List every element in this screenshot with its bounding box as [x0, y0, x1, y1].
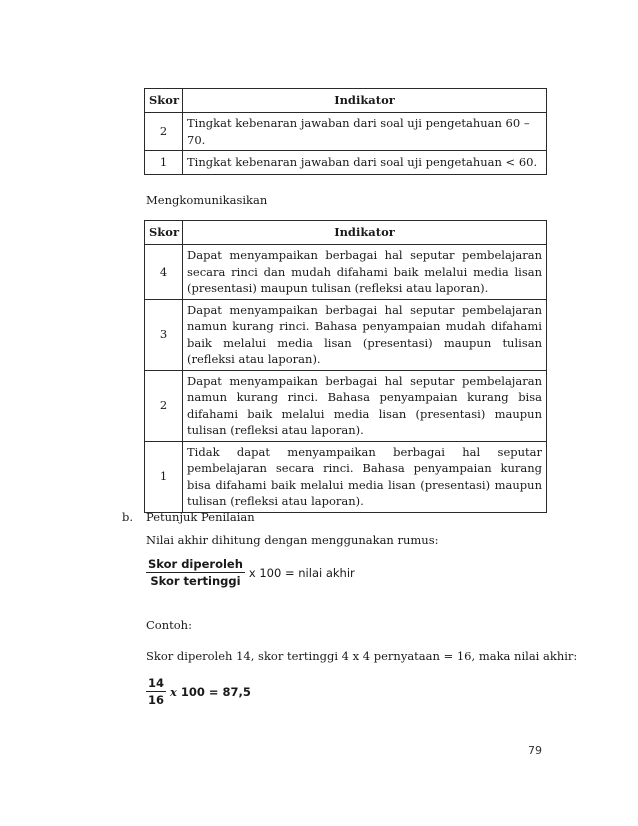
formula-intro: Nilai akhir dihitung dengan menggunakan rumus:	[146, 533, 439, 547]
indicator-cell: Tingkat kebenaran jawaban dari soal uji pengetahuan < 60.	[183, 151, 547, 175]
section-b-marker: b.	[122, 510, 134, 524]
example-result-value: 100 = 87,5	[180, 684, 251, 699]
example-formula	[146, 676, 251, 707]
score-table-knowledge	[144, 88, 547, 175]
indicator-cell: Tingkat kebenaran jawaban dari soal uji pengetahuan 60 – 70.	[183, 113, 547, 151]
table-row	[145, 113, 547, 151]
score-cell: 2	[145, 113, 183, 151]
formula-fraction	[146, 557, 245, 588]
indicator-cell: Dapat menyampaikan berbagai hal seputar pembelajaran secara rinci dan mudah difahami baik melalui media lisan (presentasi) maupun tulisan (refleksi atau laporan).	[183, 245, 547, 300]
example-label: Contoh:	[146, 618, 192, 632]
score-cell: 4	[145, 245, 183, 300]
table-row	[145, 299, 547, 370]
score-cell: 1	[145, 151, 183, 175]
example-result	[170, 685, 251, 699]
section-b-title: Petunjuk Penilaian	[146, 510, 255, 524]
table-row	[145, 441, 547, 512]
table-row	[145, 151, 547, 175]
score-cell: 3	[145, 299, 183, 370]
final-score-formula	[146, 557, 355, 588]
header-indikator: Indikator	[183, 89, 547, 113]
indicator-cell: Dapat menyampaikan berbagai hal seputar pembelajaran namun kurang rinci. Bahasa penyampaian kurang bisa difahami baik melalui media lisan (presentasi) maupun tulisan (refleksi atau laporan).	[183, 370, 547, 441]
formula-multiplier: x 100 = nilai akhir	[248, 565, 355, 580]
example-times: x	[170, 684, 177, 699]
score-cell: 2	[145, 370, 183, 441]
header-skor: Skor	[145, 221, 183, 245]
table-header-row	[145, 89, 547, 113]
example-text: Skor diperoleh 14, skor tertinggi 4 x 4 pernyataan = 16, maka nilai akhir:	[146, 649, 578, 663]
example-denominator: 16	[148, 693, 165, 707]
table-row	[145, 370, 547, 441]
header-skor: Skor	[145, 89, 183, 113]
score-cell: 1	[145, 441, 183, 512]
formula-denominator: Skor tertinggi	[150, 574, 241, 588]
table-header-row	[145, 221, 547, 245]
header-indikator: Indikator	[183, 221, 547, 245]
formula-numerator: Skor diperoleh	[148, 557, 243, 571]
page-number: 79	[528, 744, 542, 757]
example-numerator: 14	[148, 676, 165, 690]
section-title-mengkomunikasikan: Mengkomunikasikan	[146, 193, 268, 207]
indicator-cell: Dapat menyampaikan berbagai hal seputar pembelajaran namun kurang rinci. Bahasa penyampaian mudah difahami baik melalui media lisan (presentasi) maupun tulisan (refleksi atau laporan).	[183, 299, 547, 370]
table-row	[145, 245, 547, 300]
example-fraction	[146, 676, 166, 707]
score-table-communication	[144, 220, 547, 513]
indicator-cell: Tidak dapat menyampaikan berbagai hal seputar pembelajaran secara rinci. Bahasa penyampaian kurang bisa difahami baik melalui media lisan (presentasi) maupun tulisan (refleksi atau laporan).	[183, 441, 547, 512]
